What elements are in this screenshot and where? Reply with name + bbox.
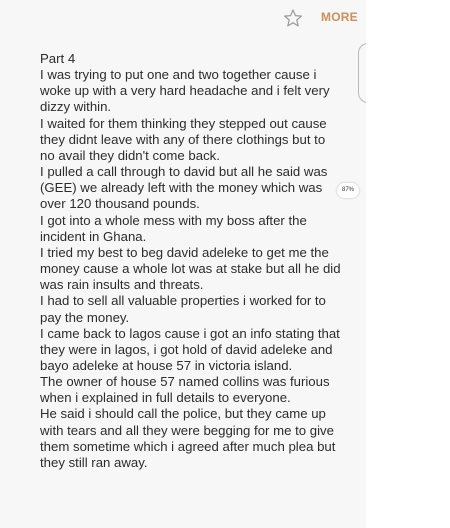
note-line: woke up with a very hard headache and i felt very bbox=[40, 83, 330, 99]
note-line: was rain insults and threats. bbox=[40, 277, 204, 293]
note-line: them sometime which i agreed after much plea but bbox=[40, 438, 336, 454]
note-line: bayo adeleke at house 57 in victoria island. bbox=[40, 357, 293, 373]
note-line: I got into a whole mess with my boss after the bbox=[40, 212, 307, 228]
note-line: they didnt leave with any of there clothings but to bbox=[40, 131, 326, 147]
note-line: they still ran away. bbox=[40, 454, 148, 470]
note-line: no avail they didn't come back. bbox=[40, 147, 220, 163]
note-line: pay the money. bbox=[40, 309, 130, 325]
note-line: over 120 thousand pounds. bbox=[40, 196, 200, 212]
note-line: I came back to lagos cause i got an info stating that bbox=[40, 325, 340, 341]
note-line: dizzy within. bbox=[40, 99, 112, 115]
note-line: I tried my best to beg david adeleke to get me the bbox=[40, 244, 329, 260]
note-line: He said i should call the police, but they came up bbox=[40, 406, 326, 422]
note-line: I pulled a call through to david but all he said was bbox=[40, 164, 328, 180]
star-icon[interactable] bbox=[283, 8, 303, 28]
note-line: I was trying to put one and two together cause i bbox=[40, 67, 317, 83]
note-line: I waited for them thinking they stepped out cause bbox=[40, 115, 327, 131]
note-line: money cause a whole lot was at stake but all he did bbox=[40, 261, 341, 277]
note-line: with tears and all they were begging for me to give bbox=[40, 422, 334, 438]
note-line: when i explained in full details to everyone. bbox=[40, 390, 291, 406]
note-line: I had to sell all valuable properties i worked for to bbox=[40, 293, 326, 309]
note-line: they were in lagos, i got hold of david adeleke and bbox=[40, 341, 333, 357]
note-line: (GEE) we already left with the money which was bbox=[40, 180, 323, 196]
scroll-handle[interactable] bbox=[358, 43, 366, 103]
top-toolbar bbox=[0, 0, 366, 36]
note-title: Part 4 bbox=[40, 51, 76, 66]
note-line: The owner of house 57 named collins was furious bbox=[40, 374, 330, 390]
more-button[interactable]: MORE bbox=[321, 10, 358, 24]
note-line: incident in Ghana. bbox=[40, 228, 147, 244]
zoom-level-badge: 87% bbox=[337, 183, 359, 198]
note-body[interactable] bbox=[40, 51, 358, 471]
